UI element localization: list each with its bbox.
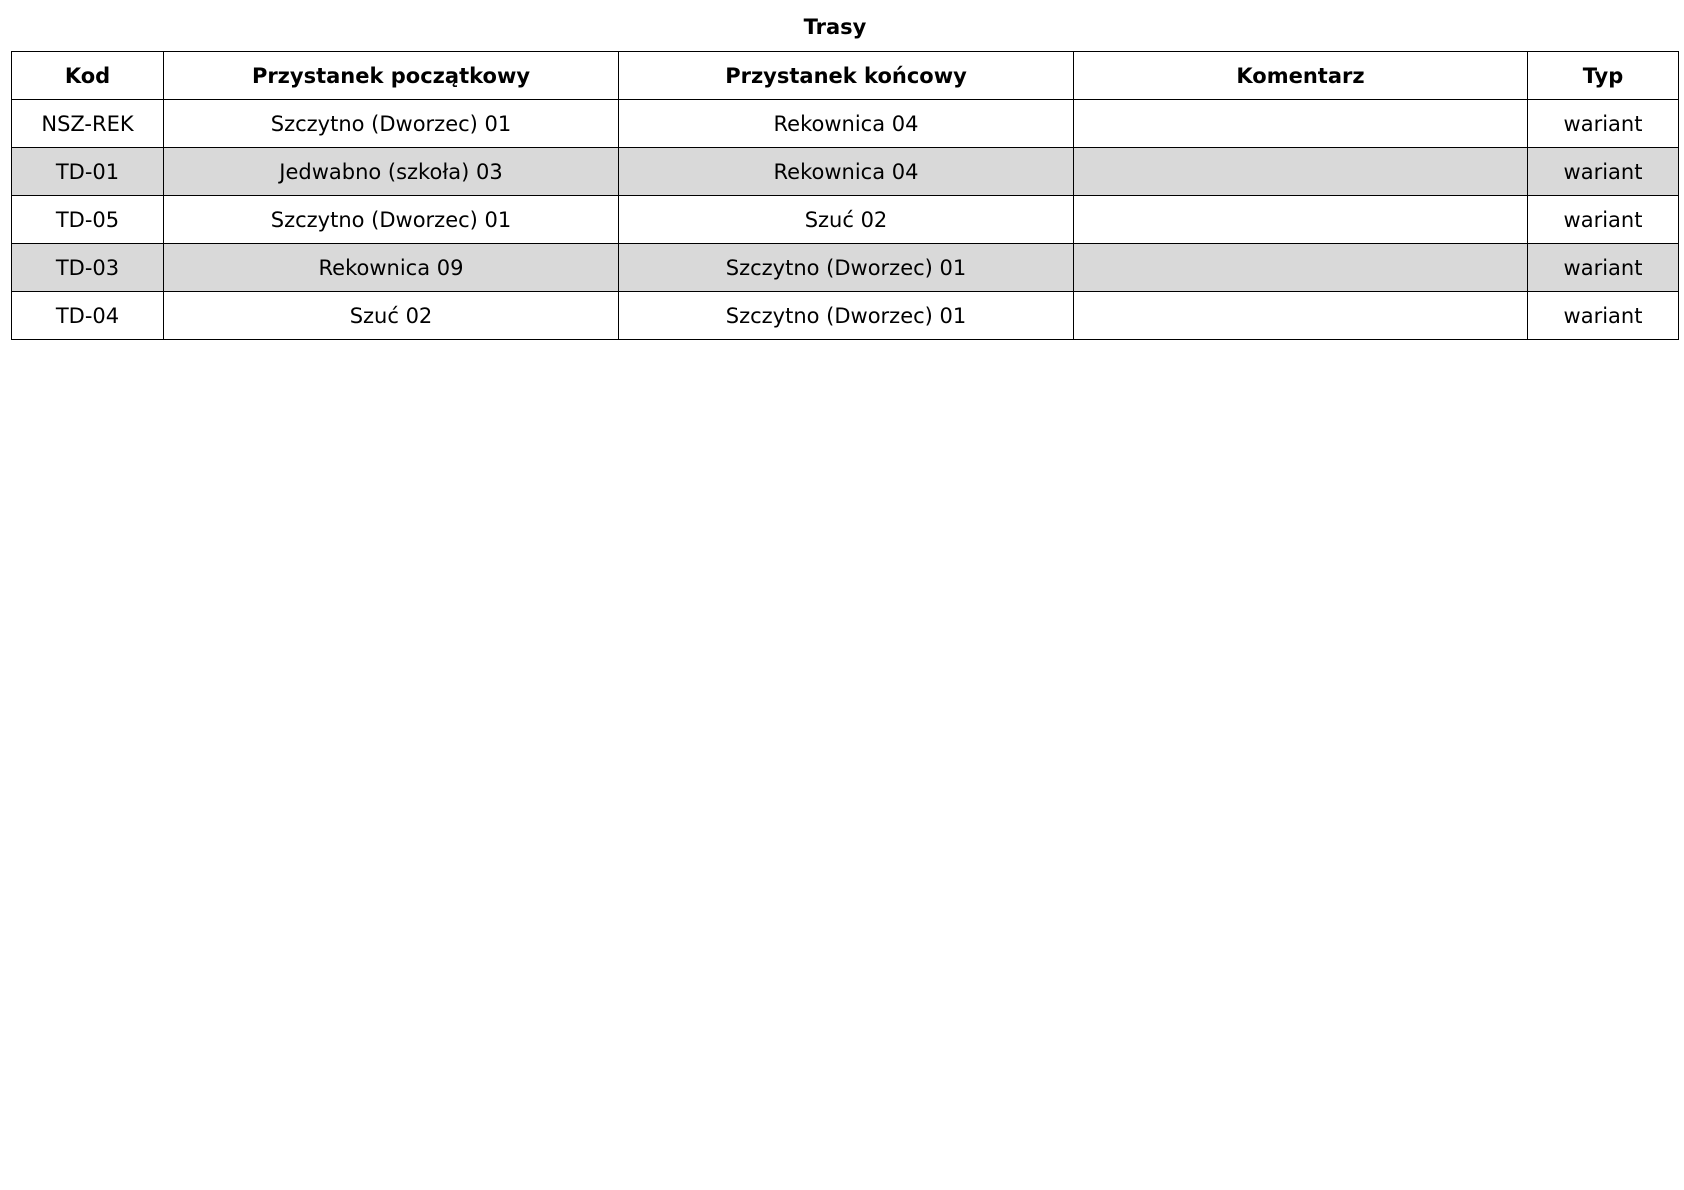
cell-start-stop: Szczytno (Dworzec) 01: [164, 196, 619, 244]
page-title: Trasy: [803, 15, 867, 39]
routes-table: [11, 51, 1679, 340]
header-type: Typ: [1528, 52, 1679, 100]
cell-end-stop: Rekownica 04: [619, 100, 1074, 148]
cell-comment: [1074, 292, 1528, 340]
cell-type: wariant: [1528, 292, 1679, 340]
cell-start-stop: Jedwabno (szkoła) 03: [164, 148, 619, 196]
table-row: [12, 196, 1679, 244]
header-row: [12, 52, 1679, 100]
cell-type: wariant: [1528, 244, 1679, 292]
cell-start-stop: Rekownica 09: [164, 244, 619, 292]
cell-start-stop: Szczytno (Dworzec) 01: [164, 100, 619, 148]
cell-end-stop: Szczytno (Dworzec) 01: [619, 244, 1074, 292]
cell-end-stop: Rekownica 04: [619, 148, 1074, 196]
cell-comment: [1074, 244, 1528, 292]
cell-kod: TD-05: [12, 196, 164, 244]
cell-kod: TD-03: [12, 244, 164, 292]
table-body: [12, 100, 1679, 340]
table-header: [12, 52, 1679, 100]
cell-type: wariant: [1528, 196, 1679, 244]
table-row: [12, 100, 1679, 148]
cell-start-stop: Szuć 02: [164, 292, 619, 340]
cell-kod: TD-01: [12, 148, 164, 196]
cell-kod: TD-04: [12, 292, 164, 340]
header-end-stop: Przystanek końcowy: [619, 52, 1074, 100]
cell-type: wariant: [1528, 100, 1679, 148]
table-row: [12, 148, 1679, 196]
cell-comment: [1074, 100, 1528, 148]
cell-end-stop: Szuć 02: [619, 196, 1074, 244]
cell-comment: [1074, 196, 1528, 244]
cell-end-stop: Szczytno (Dworzec) 01: [619, 292, 1074, 340]
cell-type: wariant: [1528, 148, 1679, 196]
header-start-stop: Przystanek początkowy: [164, 52, 619, 100]
table-row: [12, 244, 1679, 292]
cell-comment: [1074, 148, 1528, 196]
table-row: [12, 292, 1679, 340]
header-comment: Komentarz: [1074, 52, 1528, 100]
cell-kod: NSZ-REK: [12, 100, 164, 148]
header-kod: Kod: [12, 52, 164, 100]
